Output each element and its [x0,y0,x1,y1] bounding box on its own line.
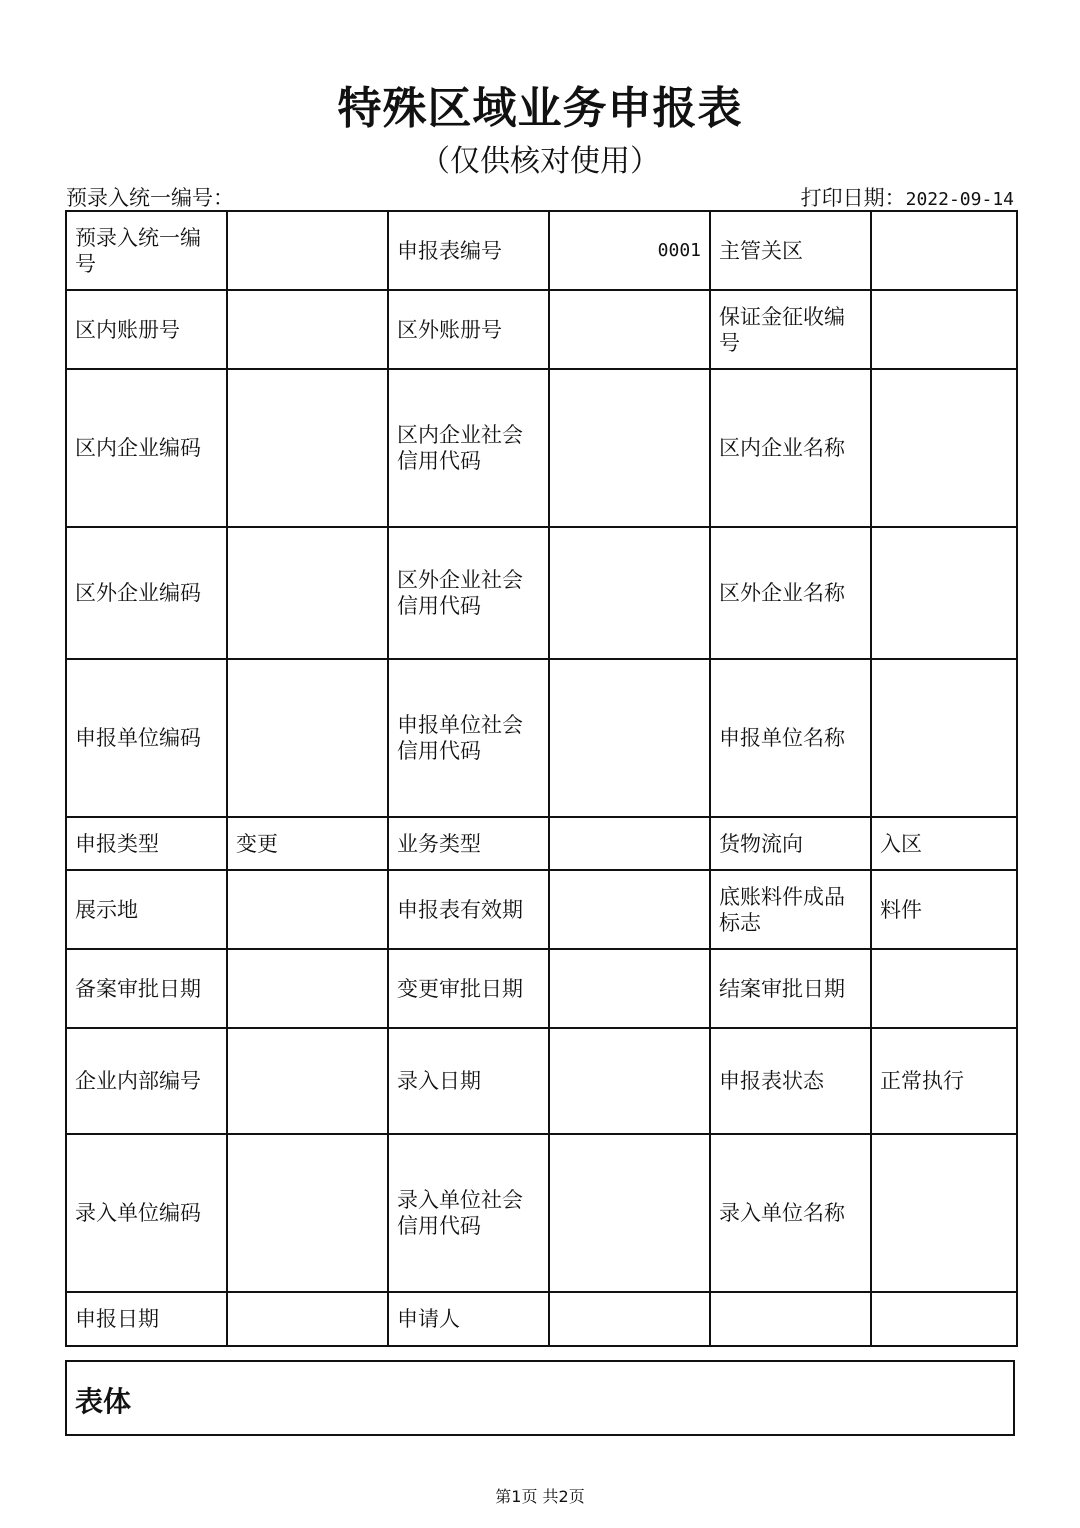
field-label: 预录入统一编号 [66,211,227,290]
field-label: 结案审批日期 [710,949,871,1028]
field-label: 申报单位编码 [66,659,227,817]
form-row [66,949,1017,1028]
form-rows [66,211,1017,1346]
form-row [66,1292,1017,1346]
field-label: 区内企业名称 [710,369,871,527]
field-value [227,1028,388,1134]
form-subtitle: （仅供核对使用） [420,144,660,179]
field-label: 申报单位名称 [710,659,871,817]
field-value [549,1028,710,1134]
field-label: 区外企业社会信用代码 [388,527,549,659]
field-label: 区外企业名称 [710,527,871,659]
field-label: 货物流向 [710,817,871,870]
pre-entry-number-label: 预录入统一编号： [66,186,234,210]
print-date [801,182,1014,212]
field-label: 展示地 [66,870,227,949]
field-value [227,527,388,659]
field-value [227,290,388,369]
print-date-label: 打印日期： [800,186,906,210]
field-value [227,659,388,817]
field-value [549,817,710,870]
field-value [227,1292,388,1346]
field-value: 料件 [871,870,1017,949]
print-date-value: 2022-09-14 [905,189,1014,210]
form-title: 特殊区域业务申报表 [337,83,743,134]
field-value [549,290,710,369]
field-value: 0001 [549,211,710,290]
field-value [871,369,1017,527]
field-value [549,659,710,817]
field-value [549,369,710,527]
field-value [549,527,710,659]
field-value [871,211,1017,290]
field-value [871,1134,1017,1292]
field-label: 主管关区 [710,211,871,290]
field-label: 录入日期 [388,1028,549,1134]
field-label: 区内企业编码 [66,369,227,527]
field-value [871,949,1017,1028]
form-row [66,817,1017,870]
field-label: 变更审批日期 [388,949,549,1028]
form-row [66,211,1017,290]
form-row [66,659,1017,817]
field-value [549,949,710,1028]
field-label: 备案审批日期 [66,949,227,1028]
field-value [227,870,388,949]
field-label: 底账料件成品标志 [710,870,871,949]
field-value: 入区 [871,817,1017,870]
field-label: 申报表有效期 [388,870,549,949]
field-label: 申报表编号 [388,211,549,290]
table-body-section [65,1360,1015,1436]
field-value [227,949,388,1028]
field-label: 申报类型 [66,817,227,870]
field-label: 业务类型 [388,817,549,870]
page-number: 第1页 共2页 [495,1487,585,1506]
field-value [871,290,1017,369]
field-value [549,1134,710,1292]
field-label: 区内账册号 [66,290,227,369]
field-value [549,1292,710,1346]
field-label: 保证金征收编号 [710,290,871,369]
field-label: 区外账册号 [388,290,549,369]
field-label: 企业内部编号 [66,1028,227,1134]
field-label: 录入单位社会信用代码 [388,1134,549,1292]
form-row [66,290,1017,369]
field-value: 变更 [227,817,388,870]
field-label: 申请人 [388,1292,549,1346]
field-value: 正常执行 [871,1028,1017,1134]
field-label: 区外企业编码 [66,527,227,659]
form-row [66,527,1017,659]
field-label: 申报单位社会信用代码 [388,659,549,817]
field-label: 区内企业社会信用代码 [388,369,549,527]
declaration-form-table [65,210,1018,1347]
field-label: 申报表状态 [710,1028,871,1134]
field-value [871,527,1017,659]
field-value [227,369,388,527]
field-value [871,1292,1017,1346]
field-label: 申报日期 [66,1292,227,1346]
table-body-label: 表体 [75,1385,132,1418]
form-row [66,1134,1017,1292]
field-label [710,1292,871,1346]
field-label: 录入单位名称 [710,1134,871,1292]
field-value [227,1134,388,1292]
field-value [871,659,1017,817]
field-label: 录入单位编码 [66,1134,227,1292]
field-value [549,870,710,949]
form-row [66,369,1017,527]
field-value [227,211,388,290]
form-row [66,870,1017,949]
form-row [66,1028,1017,1134]
